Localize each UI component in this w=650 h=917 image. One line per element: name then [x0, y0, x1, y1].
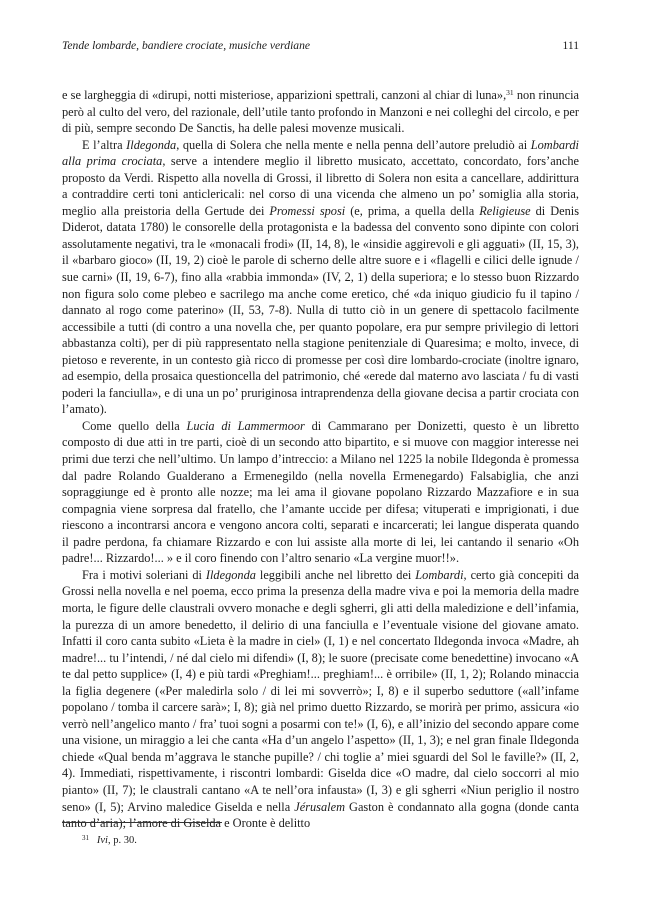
text-run: non rinuncia però al culto del vero, del razionale, dell’utile tanto profondo in Manzoni e nei colleghi del circolo, e per di più, sempre secondo De Sanctis, ha delle palesi movenze musicali. [62, 88, 579, 136]
running-title: Tende lombarde, bandiere crociate, musiche verdiane [62, 39, 311, 52]
footnote-page: , p. 30. [107, 835, 137, 846]
footnote-source: Ivi [96, 835, 108, 846]
paragraph [62, 137, 579, 418]
text-run: E l’altra [82, 137, 127, 152]
italic-text: Lombardi [415, 567, 464, 582]
italic-text: Religieuse [479, 203, 531, 218]
text-run: Gaston è condannato alla gogna (donde canta tanto d’aria); l’amore di Giselda e Oronte è delitto [62, 799, 579, 831]
footnote-rule [62, 822, 222, 823]
text-run: , certo già concepiti da Grossi nella novella e nel poema, ecco prima la presenza della madre viva e poi la memoria della madre morta, le figure delle claustrali ovvero monache e degli sgherri, gli atti della maledizione e dell’infamia, la purezza di un amore benedetto, il delirio di una fanciulla e l’eventuale visione del giovane amato. Infatti il coro canta subito «Lieta è la madre in ciel» (I, 1) e nel concertato Ildegonda invoca «Madre, ah madre!... tu l’intendi, / né dal cielo mi difendi» (I, 8); le suore (precisate come benedettine) invocano «A te dal petto supplice» (I, 4) e più tardi «Preghiam!... preghiam!... è orribile» (II, 1, 2); Rolando minaccia la figlia degenere («Per maledirla solo / di lei mi sovverrò»; I, 8) e il superbo seduttore («all’infame popolano / tomba il carcere sarà»; I, 8); già nel primo duetto Rizzardo, se morirà per primo, assicura «io verrò nell’angelico manto / fra’ tuoi sogni a posarmi con te!» (I, 6), e all’inizio del secondo appare come una visione, un miraggio a lei che canta «Ha d’un angelo l’aspetto» (II, 1, 3); e nel gran finale Ildegonda chiede «Qual benda m’aggrava le stanche pupille? / chi toglie a’ miei sguardi del Sol le faville?» (II, 2, 4). Immediati, rispettivamente, i riscontri lombardi: Giselda dice «O madre, dal cielo soccorri al mio pianto» (II, 7); le claustrali cantano «A te nell’ora infausta» (I, 3) e gli sgherri «Niun periglio il nostro seno» (I, 5); Arvino maledice Giselda e nella [62, 567, 580, 814]
italic-text: Jérusalem [294, 799, 345, 814]
page-number: 111 [562, 39, 579, 52]
italic-text: Lucia di Lammermoor [186, 418, 305, 433]
italic-text: Ildegonda [205, 567, 256, 582]
text-run: di Cammarano per Donizetti, questo è un libretto composto di due atti in tre parti, cioè di un secondo atto bipartito, e si muove con maggior interesse nei primi due terzi che nell’ultimo. Un lampo d’intreccio: a Milano nel 1225 la nobile Ildegonda è promessa dal padre Rolando Gualderano a Ermenegildo (nella novella Ermenegardo) Falsabiglia, che anzi sopraggiunge ed è pronto alle nozze; ma lei ama il giovane popolano Rizzardo Mazzafiore e in sua compagnia viene sorpresa dal fratello, che l’amante uccide per difesa; vituperati e imprigionati, i due riescono a incontrarsi ancora e vengono ancora colti, separati e incarcerati; lei langue disperata quando il padre perdona, fa chiamare Rizzardo e con lui assiste alla morte di lei, lei cantando il senario «Oh padre!... Rizzardo!... » e il coro finendo con l’altro senario «La vergine muor!!». [62, 418, 579, 566]
text-run: e se largheggia di «dirupi, notti misteriose, apparizioni spettrali, canzoni al chiar di luna», [62, 88, 507, 102]
text-run: , serve a intendere meglio il libretto musicato, accettato, concordato, fors’anche proposto da Verdi. Rispetto alla novella di Grossi, il libretto di Solera non esita a cancellare, addirittura a contraddire certi toni anticlericali: nel corso di una vicenda che almeno un po’ somiglia alla storia, meglio alla preistoria della Gertude dei [62, 154, 579, 218]
footnote [82, 834, 137, 848]
italic-text: Lombardi alla prima crociata [62, 137, 579, 169]
text-run: Come quello della [82, 418, 187, 433]
text-run: Fra i motivi soleriani di [82, 567, 206, 582]
footnote-reference: 31 [506, 88, 514, 97]
body-text [62, 87, 579, 832]
text-run: di Denis Diderot, datata 1780) le consorelle della protagonista e la badessa del convento sono dipinte con colori assolutamente negativi, tra le «monacali frodi» (II, 14, 8), le «insidie aggirevoli e gli agguati» (II, 15, 3), il «barbaro gioco» (II, 19, 2) cioè le parole di scherno delle altre suore e i «flagelli e cilici delle ignude / sue carni» (II, 19, 6-7), fino alla «rabbia immonda» (IV, 2, 1) della superiora; e lo stesso buon Rizzardo non figura solo come plebeo e sacrilego ma anche come eretico, ché «da iniquo giudicio fu il tapino / dannato al rogo come paterino» (II, 53, 7-8). Nulla di tutto ciò in un genere di spettacolo facilmente accessibile a tutti (di contro a una novella che, per quanto popolare, era pur sempre privilegio di lettori abbastanza colti), per di più rappresentato nella stagione penitenziale di Quaresima; e molto, invece, di pietoso e reverente, in un contesto già ricco di promesse per così dire lombardo-crociate (inoltre ignaro, ad esempio, della prosaica questioncella del patrimonio, ché «erede dal materno avo lasciata / fu di vasti poderi la fanciulla», e di una un po’ pruriginosa intraprendenza della giovane decisa a partir crociata con l’amato). [62, 203, 579, 417]
paragraph [62, 567, 579, 832]
text-run: , quella di Solera che nella mente e nella penna dell’autore preludiò ai [176, 137, 531, 152]
paragraph [62, 87, 579, 137]
italic-text: Promessi sposi [269, 203, 346, 218]
text-run: leggibili anche nel libretto dei [255, 567, 416, 582]
italic-text: Ildegonda [126, 137, 177, 152]
running-header [62, 38, 579, 56]
paragraph [62, 418, 579, 567]
footnote-marker: 31 [82, 834, 89, 842]
text-run: (e, prima, a quella della [345, 203, 480, 218]
